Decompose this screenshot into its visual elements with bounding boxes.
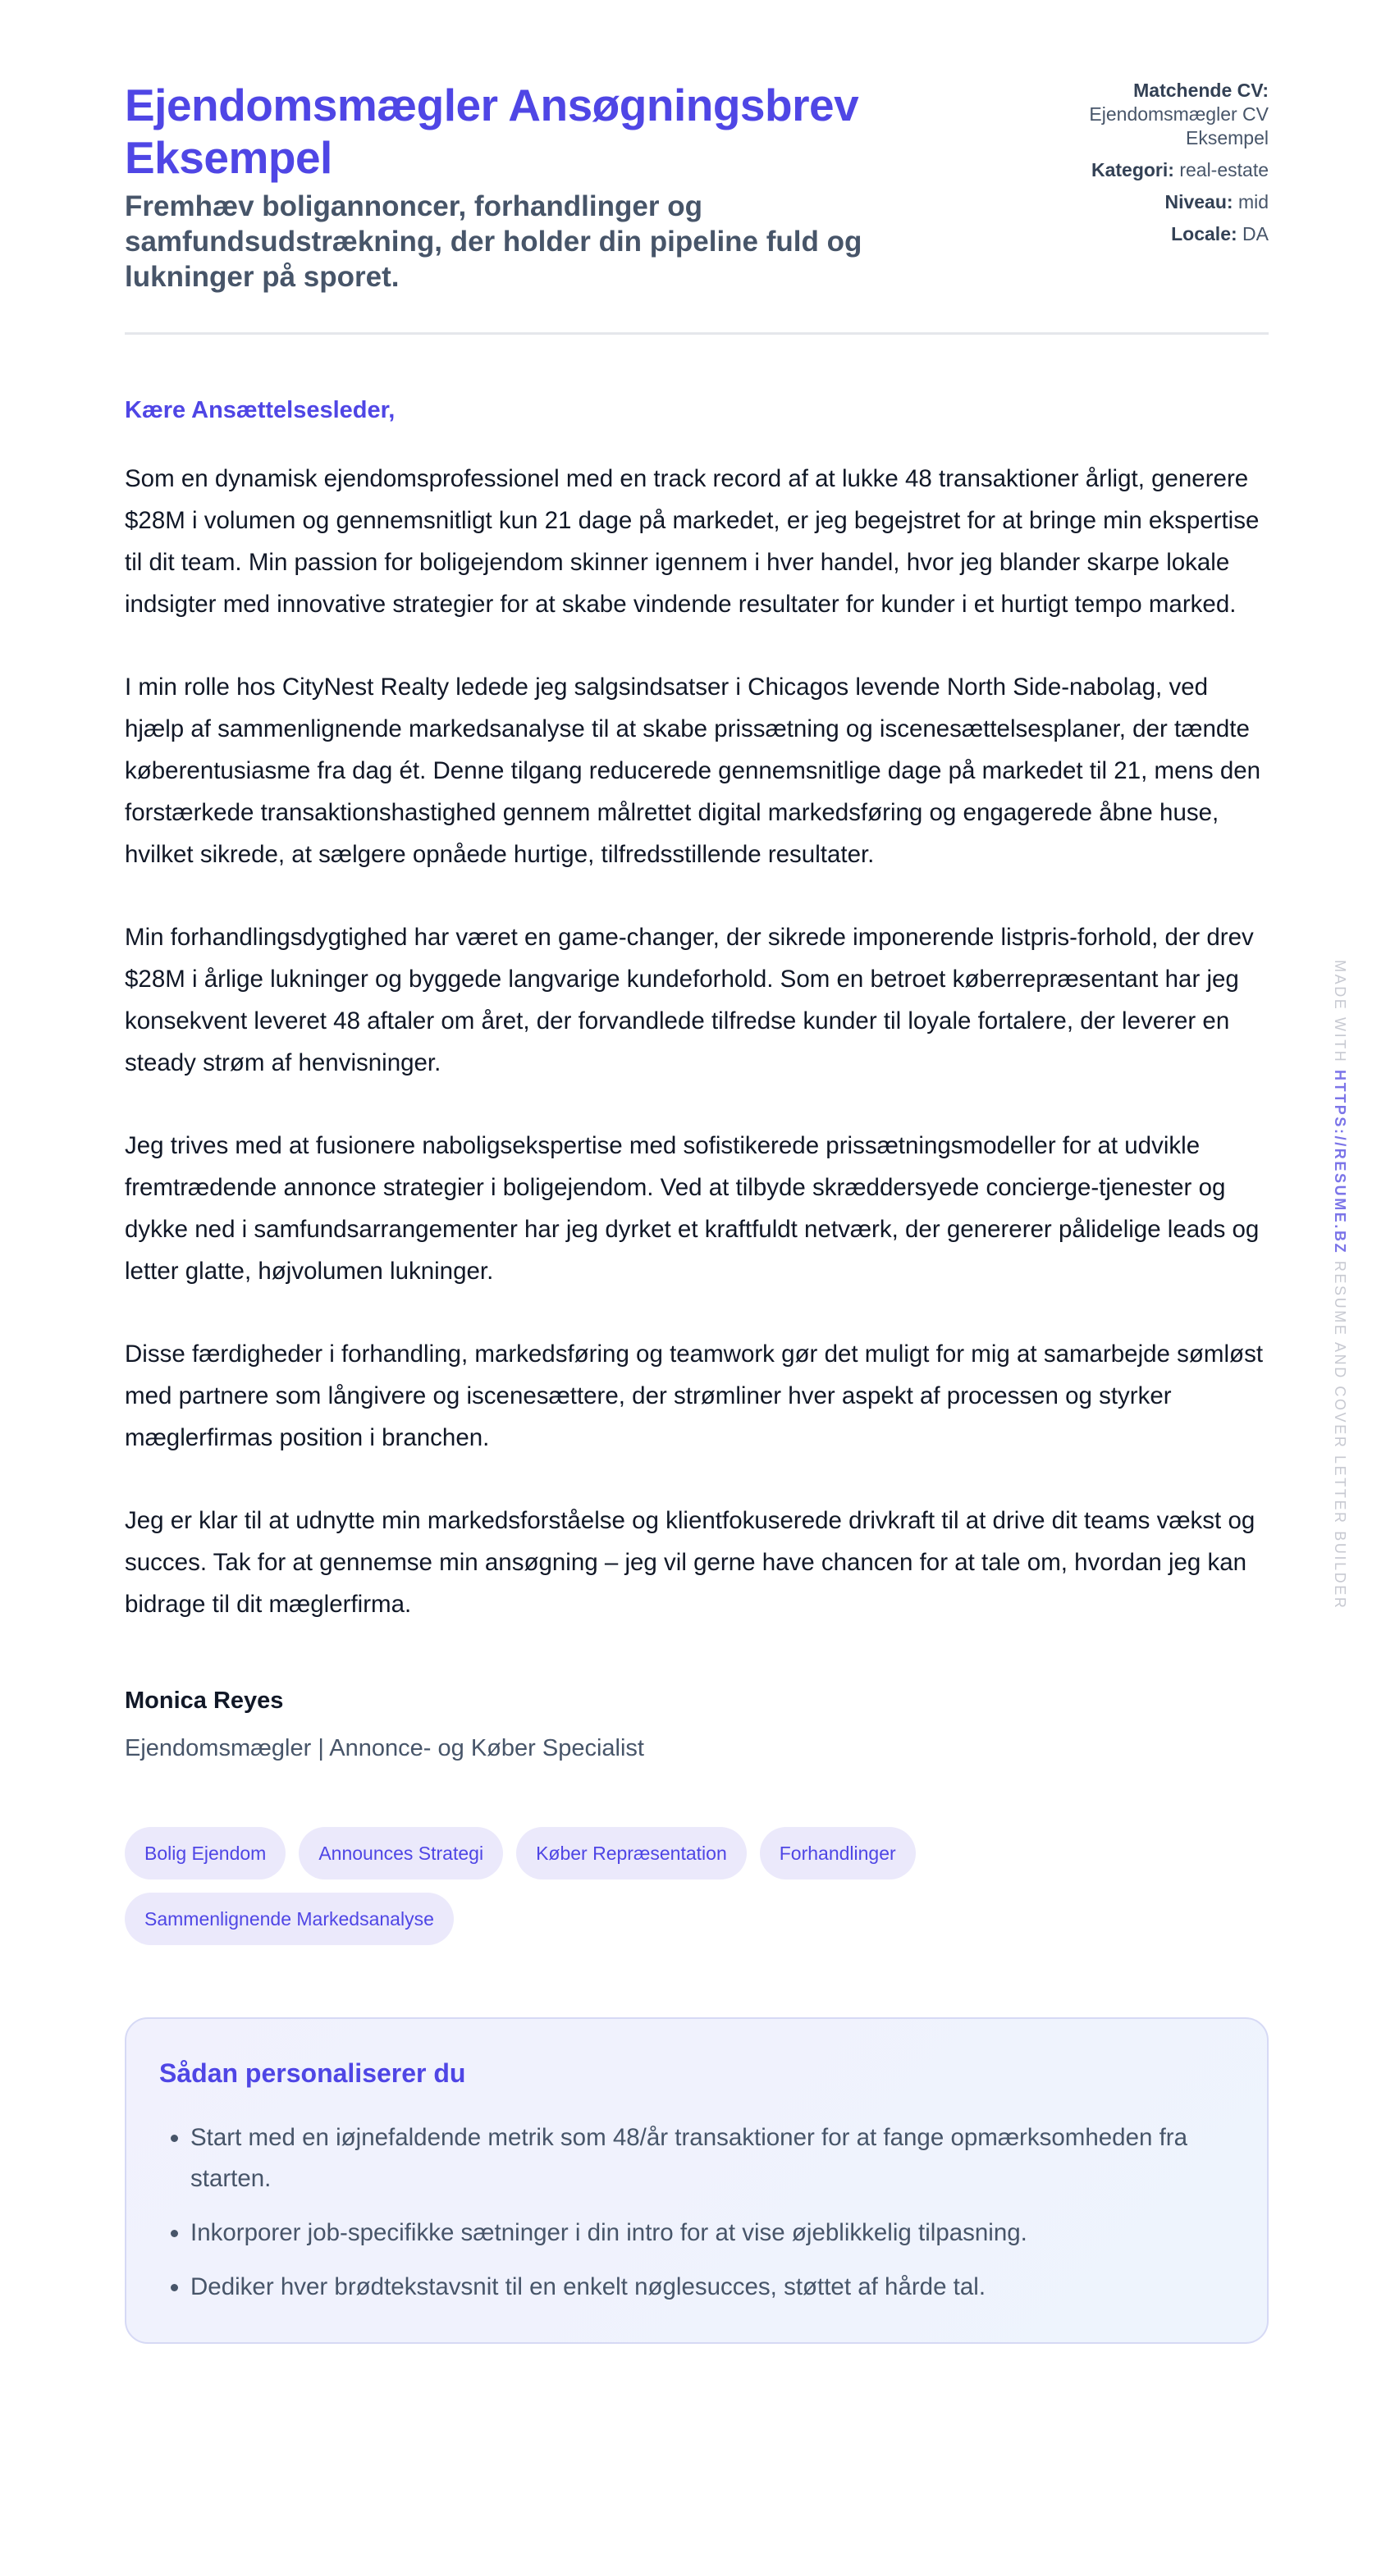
meta-category — [1063, 158, 1269, 182]
salutation: Kære Ansættelsesleder, — [125, 397, 396, 423]
letter-paragraph: Jeg trives med at fusionere naboligsekspertise med sofistikerede prissætningsmodeller for at udvikle fremtrædende annonce strategier i boligejendom. Ved at tilbyde skræddersyede concierge-tjenester og dykke ned i samfundsarrangementer har jeg dyrket et kraftfuldt netværk, der genererer pålidelige leads og letter glatte, højvolumen lukninger. — [125, 1132, 1260, 1285]
meta-level — [1063, 190, 1269, 214]
meta-category-value: real-estate — [1179, 159, 1269, 180]
signature-name: Monica Reyes — [125, 1688, 284, 1714]
side-credit-link[interactable]: HTTPS://RESUME.BZ — [1332, 1070, 1348, 1255]
meta-level-value: mid — [1237, 191, 1269, 212]
cover-letter-page — [125, 79, 1269, 2344]
skill-tag: Forhandlinger — [760, 1827, 916, 1879]
side-credit-prefix: MADE WITH — [1332, 960, 1348, 1064]
letter-paragraph: Som en dynamisk ejendomsprofessionel med en track record af at lukke 48 transaktioner årligt, generere $28M i volumen og gennemsnitligt kun 21 dage på markedet, er jeg begejstret for at bringe min ekspertise til dit team. Min passion for boligejendom skinner igennem i hver handel, hvor jeg blander skarpe lokale indsigter med innovative strategier for at skabe vindende resultater for kunder i et hurtigt tempo marked. — [125, 465, 1260, 618]
letter-body — [125, 458, 1269, 1625]
skill-tag: Bolig Ejendom — [125, 1827, 286, 1879]
letter-paragraph: Disse færdigheder i forhandling, markedsføring og teamwork gør det muligt for mig at samarbejde sømløst med partnere som långivere og iscenesættere, der strømliner hver aspekt af processen og styrker mæglerfirmas position i branchen. — [125, 1341, 1264, 1451]
page-title: Ejendomsmægler Ansøgningsbrev Eksempel — [125, 80, 859, 183]
letter-paragraph: I min rolle hos CityNest Realty ledede jeg salgsindsatser i Chicagos levende North Side-nabolag, ved hjælp af sammenlignende markedsanalyse til at skabe prissætning og iscenesættelsesplaner, der tændte køberentusiasme fra dag ét. Denne tilgang reducerede gennemsnitlige dage på markedet til 21, mens den forstærkede transaktionshastighed gennem målrettet digital markedsføring og engagerede åbne huse, hvilket sikrede, at sælgere opnåede hurtige, tilfredsstillende resultater. — [125, 674, 1261, 868]
meta-matching-cv-label: Matchende CV: — [1133, 80, 1269, 101]
meta-panel — [1063, 79, 1269, 254]
tips-list-item: • Start med en iøjnefaldende metrik som 48/år transaktioner for at fange opmærksomheden fra starten. — [190, 2117, 1234, 2199]
signature-title: Ejendomsmægler | Annonce- og Køber Specialist — [125, 1735, 644, 1761]
skill-tag: Sammenlignende Markedsanalyse — [125, 1893, 454, 1945]
signature-block — [125, 1684, 1269, 1765]
meta-matching-cv — [1063, 79, 1269, 150]
meta-category-label: Kategori: — [1091, 159, 1174, 180]
tips-list — [159, 2117, 1234, 2308]
tips-title: Sådan personaliserer du — [159, 2058, 466, 2088]
letter-paragraph: Min forhandlingsdygtighed har været en game-changer, der sikrede imponerende listpris-forhold, der drev $28M i årlige lukninger og byggede langvarige kundeforhold. Som en betroet køberrepræsentant har jeg konsekvent leveret 48 aftaler om året, der forvandlede tilfredse kunder til loyale fortalere, der leverer en steady strøm af henvisninger. — [125, 924, 1254, 1076]
skill-tag: Køber Repræsentation — [516, 1827, 747, 1879]
side-credit-suffix: RESUME AND COVER LETTER BUILDER — [1332, 1260, 1348, 1610]
tips-list-item: • Inkorporer job-specifikke sætninger i din intro for at vise øjeblikkelig tilpasning. — [190, 2213, 1234, 2254]
meta-locale — [1063, 222, 1269, 246]
skill-tags — [125, 1827, 1027, 1945]
meta-level-label: Niveau: — [1164, 191, 1233, 212]
meta-matching-cv-value: Ejendomsmægler CV Eksempel — [1089, 103, 1269, 148]
meta-locale-value: DA — [1242, 223, 1269, 244]
side-credit — [1331, 960, 1348, 1610]
personalization-tips-box — [125, 2017, 1269, 2344]
skill-tag: Announces Strategi — [299, 1827, 503, 1879]
letter-paragraph: Jeg er klar til at udnytte min markedsforståelse og klientfokuserede drivkraft til at drive dit teams vækst og succes. Tak for at gennemse min ansøgning – jeg vil gerne have chancen for at tale om, hvordan jeg kan bidrage til dit mæglerfirma. — [125, 1507, 1256, 1618]
header-titles — [125, 79, 929, 295]
meta-locale-label: Locale: — [1171, 223, 1237, 244]
tips-list-item: • Dediker hver brødtekstavsnit til en enkelt nøglesucces, støttet af hårde tal. — [190, 2267, 1234, 2308]
page-header — [125, 79, 1269, 335]
page-subtitle: Fremhæv boligannoncer, forhandlinger og samfundsudstrækning, der holder din pipeline fuld og lukninger på sporet. — [125, 190, 862, 293]
